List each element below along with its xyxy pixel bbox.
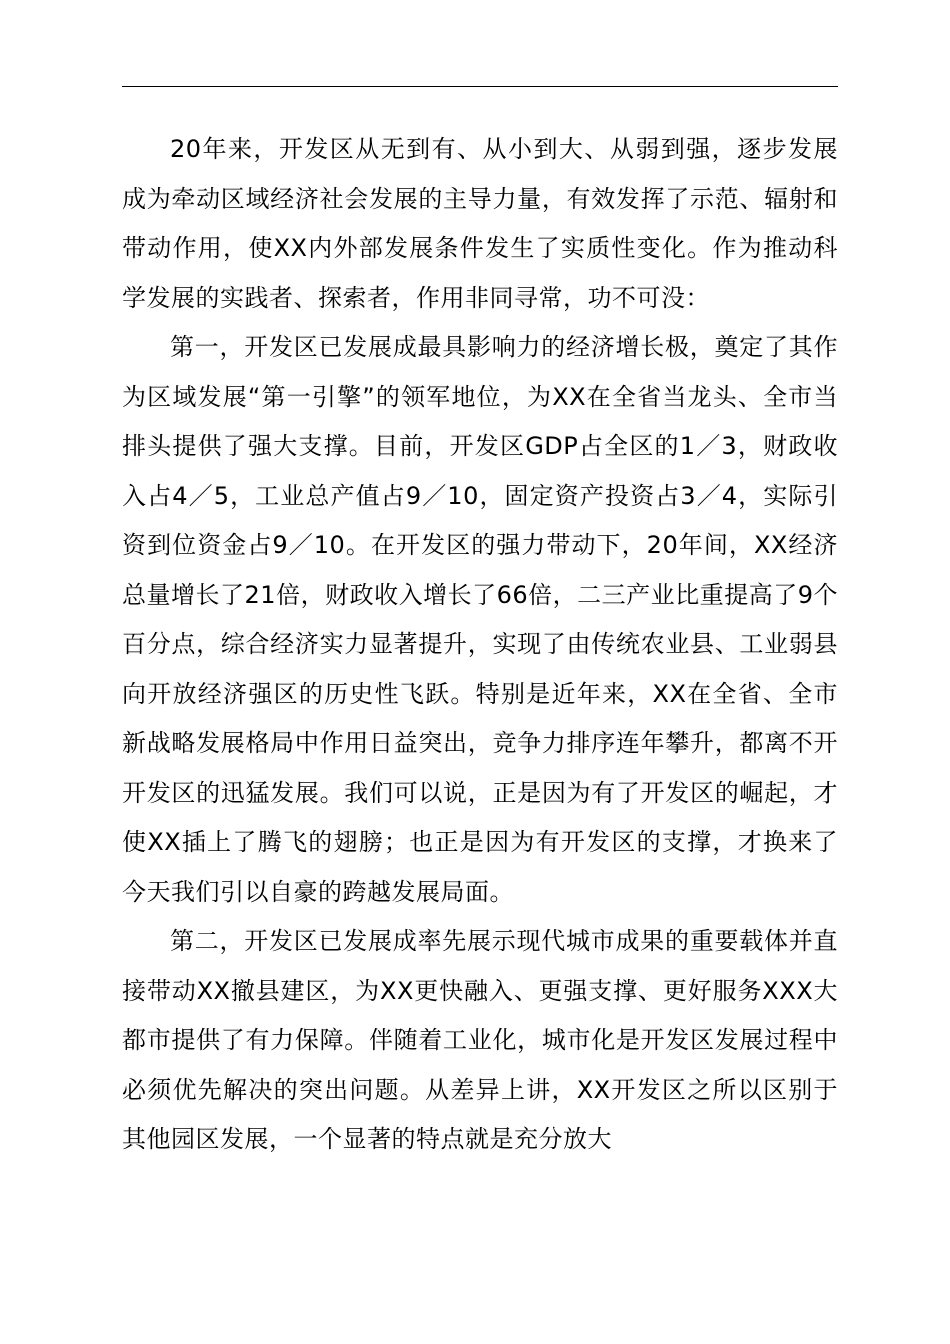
paragraph-second-point: 第二，开发区已发展成率先展示现代城市成果的重要载体并直接带动XX撤县建区，为XX更快融入、更强支撑、更好服务XXX大都市提供了有力保障。伴随着工业化，城市化是开发区发展过程中必须优先解决的突出问题。从差异上讲，XX开发区之所以区别于其他园区发展，一个显著的特点就是充分放大: [122, 927, 838, 1153]
document-body: [122, 125, 838, 1165]
paragraph-intro: 20年来，开发区从无到有、从小到大、从弱到强，逐步发展成为牵动区域经济社会发展的主导力量，有效发挥了示范、辐射和带动作用，使XX内外部发展条件发生了实质性变化。作为推动科学发展的实践者、探索者，作用非同寻常，功不可没：: [122, 135, 838, 312]
paragraph-first-point: 第一，开发区已发展成最具影响力的经济增长极，奠定了其作为区域发展“第一引擎”的领军地位，为XX在全省当龙头、全市当排头提供了强大支撑。目前，开发区GDP占全区的1／3，财政收入占4／5，工业总产值占9／10，固定资产投资占3／4，实际引资到位资金占9／10。在开发区的强力带动下，20年间，XX经济总量增长了21倍，财政收入增长了66倍，二三产业比重提高了9个百分点，综合经济实力显著提升，实现了由传统农业县、工业弱县向开放经济强区的历史性飞跃。特别是近年来，XX在全省、全市新战略发展格局中作用日益突出，竞争力排序连年攀升，都离不开开发区的迅猛发展。我们可以说，正是因为有了开发区的崛起，才使XX插上了腾飞的翅膀；也正是因为有开发区的支撑，才换来了今天我们引以自豪的跨越发展局面。: [122, 333, 838, 906]
header-rule: [122, 86, 838, 87]
